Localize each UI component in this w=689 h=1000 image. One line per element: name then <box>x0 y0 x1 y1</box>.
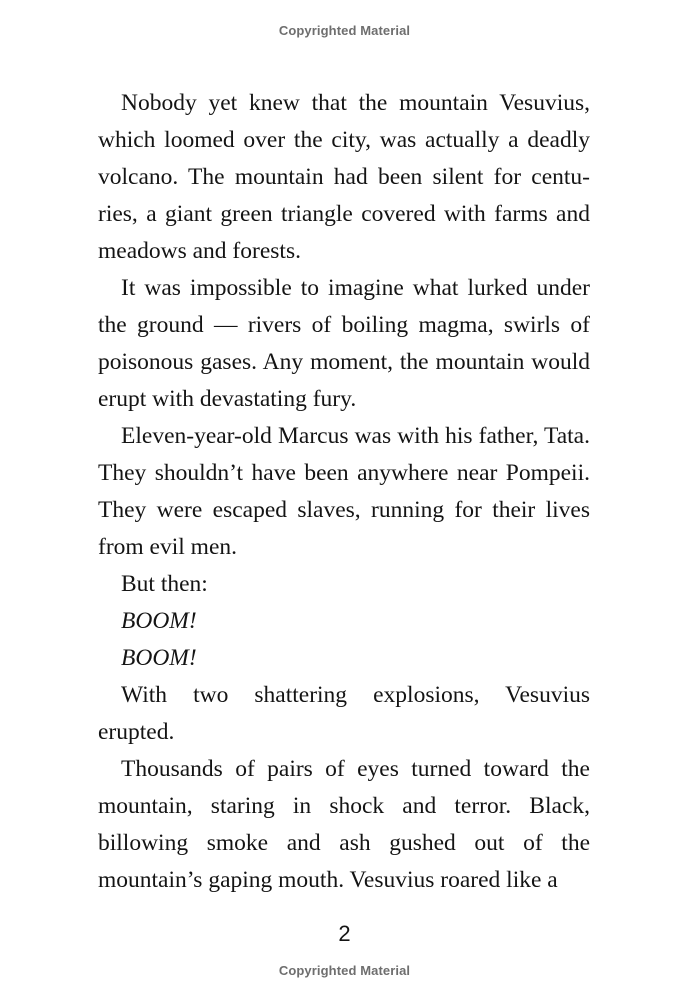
paragraph-vesuvius-intro: Nobody yet knew that the mountain Vesuvius, which loomed over the city, was actually a deadly volcano. The mountain had been silent for centu-ries, a giant green triangle covered with farms and meadows and forests. <box>98 90 590 264</box>
paragraph-boom-1: BOOM! <box>121 608 197 634</box>
header-copyright-notice: Copyrighted Material <box>278 23 411 38</box>
paragraph-boom-2: BOOM! <box>121 645 197 671</box>
paragraph-marcus: Eleven-year-old Marcus was with his father, Tata. They shouldn’t have been anywhere near Pompeii. They were escaped slaves, running for their lives from evil men. <box>98 423 590 560</box>
page-body-text <box>98 85 590 899</box>
paragraph-eruption: With two shattering explosions, Vesuvius erupted. <box>98 682 590 745</box>
paragraph-thousands-of-eyes: Thousands of pairs of eyes turned toward the mountain, staring in shock and terror. Black, billowing smoke and ash gushed out of the mountain’s gaping mouth. Vesuvius roared like a <box>98 756 590 893</box>
footer-copyright-notice: Copyrighted Material <box>278 963 411 978</box>
page-number: 2 <box>338 921 351 946</box>
paragraph-but-then: But then: <box>121 571 208 597</box>
paragraph-underground: It was impossible to imagine what lurked under the ground — rivers of boiling magma, swirls of poisonous gases. Any moment, the mountain would erupt with devastating fury. <box>98 275 590 412</box>
